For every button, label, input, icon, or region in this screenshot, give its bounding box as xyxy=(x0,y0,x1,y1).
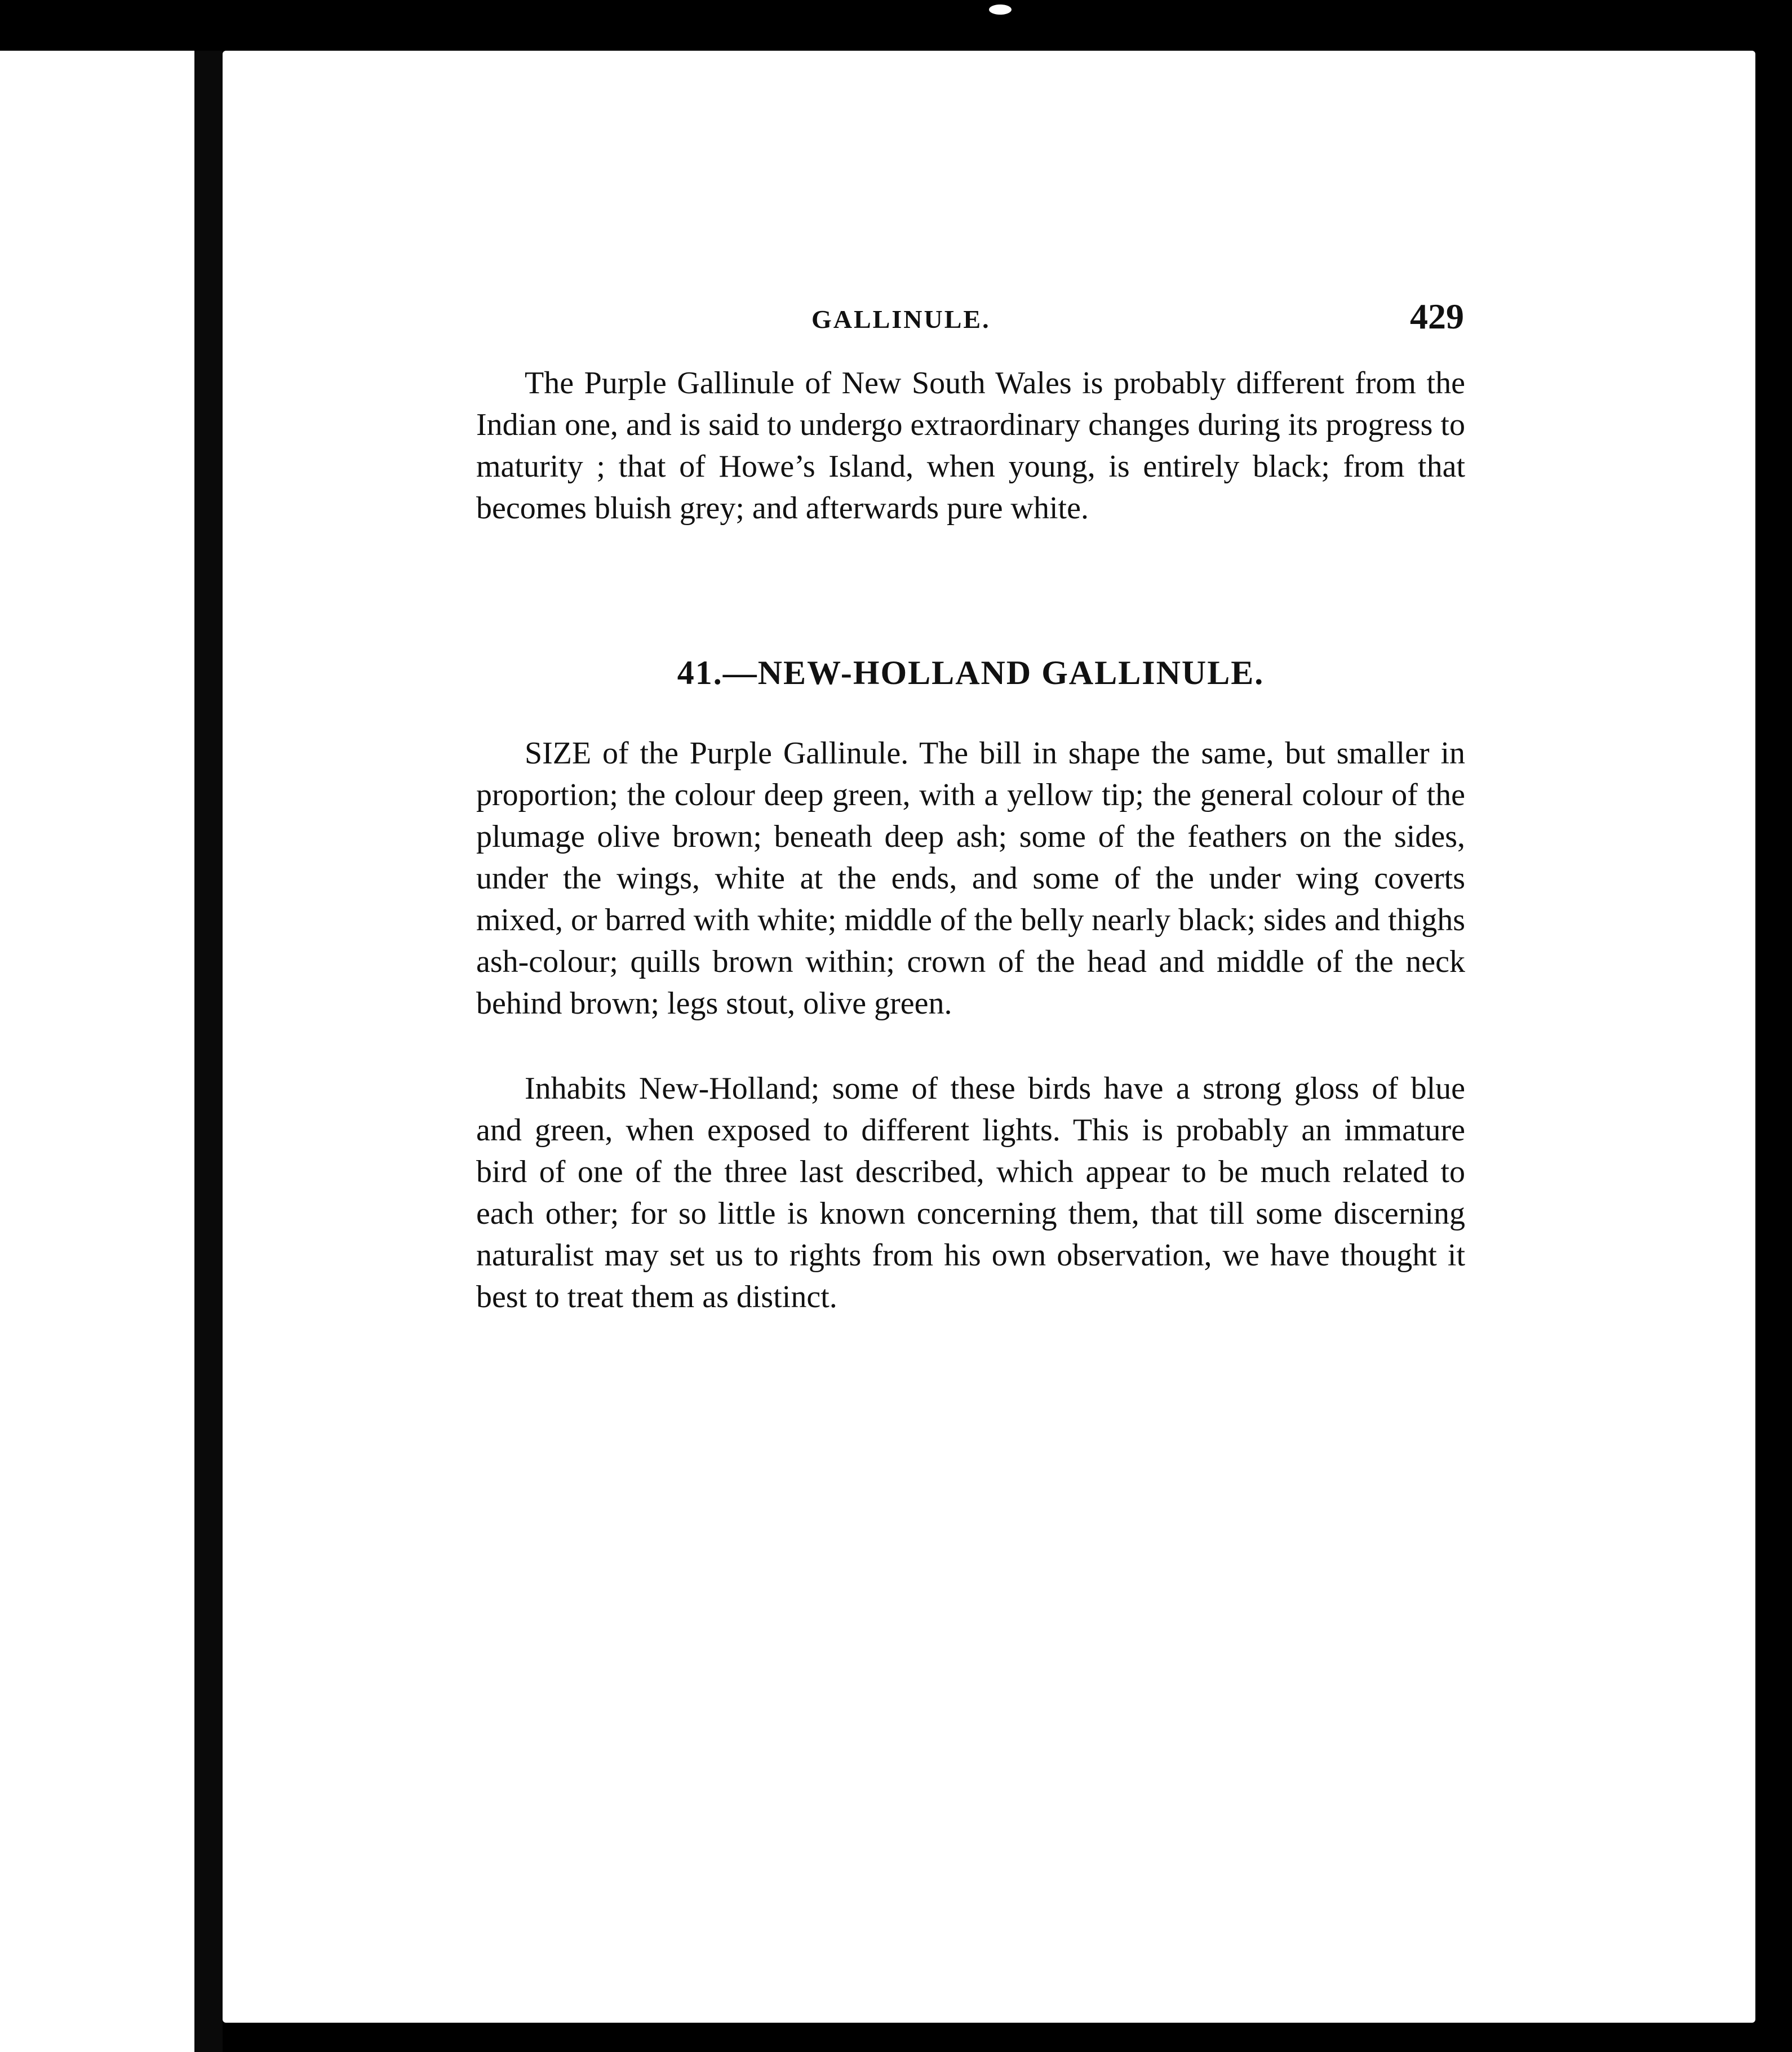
facing-page-blank xyxy=(0,51,194,2052)
habitat-paragraph: Inhabits New-Holland; some of these birds have a strong gloss of blue and green, when exposed to different lights. This is probably an immature bird of one of the three last described, which appear to be much related to each other; for so little is known concerning them, that till some discerning naturalist may set us to rights from his own observation, we have thought it best to treat them as distinct. xyxy=(476,1071,1465,1314)
scan-mark xyxy=(989,5,1012,15)
opening-paragraph: The Purple Gallinule of New South Wales is probably different from the Indian one, and is said to undergo extraordinary changes during its progress to maturity ; that of Howe’s Island, when young, is entirely black; from that becomes bluish grey; and afterwards pure white. xyxy=(476,366,1465,526)
opening-paragraph-block xyxy=(476,362,1465,529)
book-gutter xyxy=(194,51,223,2052)
running-head: GALLINULE. xyxy=(811,305,991,334)
description-block xyxy=(476,732,1465,1024)
scan-edge-right xyxy=(1755,34,1792,2052)
description-paragraph: SIZE of the Purple Gallinule. The bill in shape the same, but smaller in proportion; the colour deep green, with a yellow tip; the general colour of the plumage olive brown; beneath deep ash; some of the feathers on the sides, under the wings, white at the ends, and some of the under wing coverts mixed, or barred with white; middle of the belly nearly black; sides and thighs ash-colour; quills brown within; crown of the head and middle of the neck behind brown; legs stout, olive green. xyxy=(476,736,1465,1021)
book-page xyxy=(223,51,1755,2023)
page-number: 429 xyxy=(1410,296,1464,336)
section-heading: 41.—NEW-HOLLAND GALLINULE. xyxy=(677,654,1265,691)
habitat-block xyxy=(476,1068,1465,1318)
